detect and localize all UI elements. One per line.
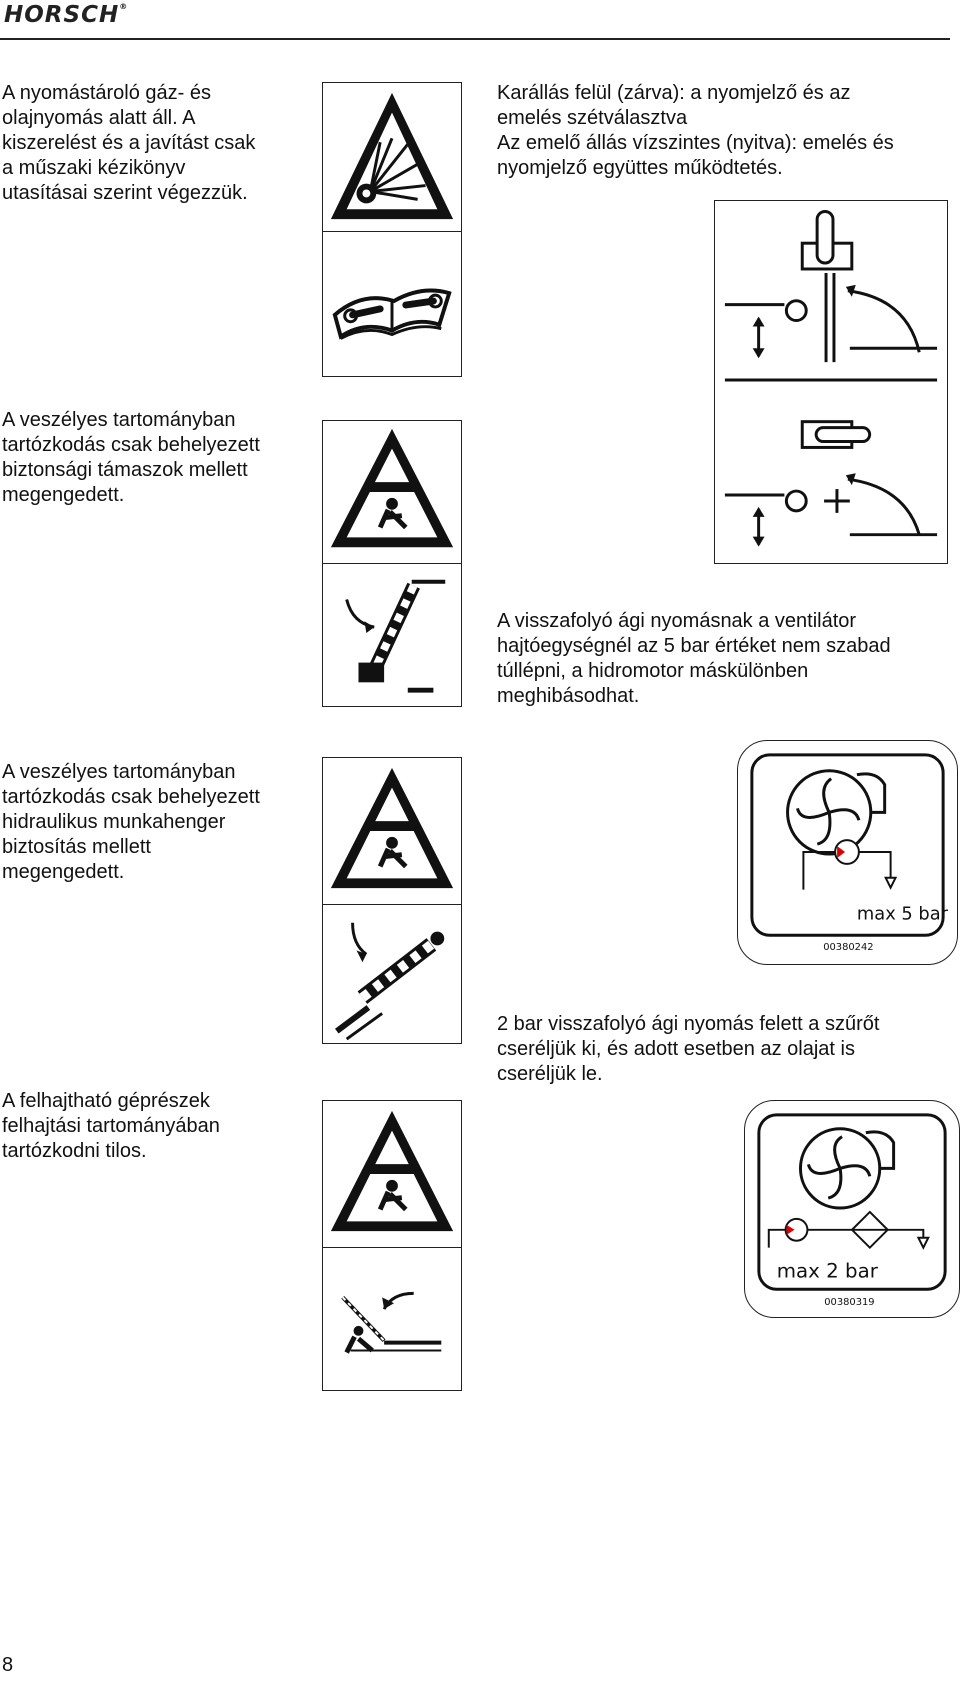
fan-5bar-label: max 5 bar [856, 903, 949, 925]
fan-icon [738, 741, 957, 964]
text-return-pressure-5bar: A visszafolyó ági nyomásnak a ventilátor hajtóegységnél az 5 bar értéket nem szabad túllépni, a hidromotor máskülönben meghibásodhat. [497, 610, 891, 707]
fan-2bar-label: max 2 bar [776, 1259, 878, 1283]
folding-parts-icon [323, 1248, 461, 1390]
hydraulic-cylinder-lock-sign [322, 904, 462, 1044]
header-rule [0, 38, 950, 40]
manual-book-icon [323, 232, 461, 376]
text-safety-supports: A veszélyes tartományban tartózkodás csak behelyezett biztonsági támaszok mellett megengedett. [2, 409, 260, 506]
fan-filter-icon [745, 1101, 959, 1317]
text-pressure-accumulator: A nyomástároló gáz- és olajnyomás alatt áll. A kiszerelést és a javítást csak a műszaki kézikönyv utasításai szerint végezzük. [2, 82, 256, 204]
hydraulic-cylinder-icon [323, 905, 461, 1043]
page-number: 8 [2, 1654, 14, 1676]
text-return-pressure-2bar: 2 bar visszafolyó ági nyomás felett a szűrőt cseréljük ki, és adott esetben az olajat is cseréljük le. [497, 1013, 880, 1085]
support-strut-icon [323, 564, 461, 706]
explosion-warning-sign [322, 82, 462, 232]
text-folding-area: A felhajtható géprészek felhajtási tartományában tartózkodni tilos. [2, 1090, 220, 1162]
fan-2bar-code: 00380319 [824, 1297, 875, 1309]
fan-5bar-code: 00380242 [823, 942, 874, 954]
manual-sign [322, 231, 462, 377]
crush-hazard-icon [323, 1101, 461, 1247]
crush-warning-sign-3 [322, 1100, 462, 1248]
crush-hazard-icon [323, 421, 461, 563]
folding-area-sign [322, 1247, 462, 1391]
lever-position-diagram [714, 200, 948, 564]
explosion-icon [323, 83, 461, 231]
text-lever-position: Karállás felül (zárva): a nyomjelző és az emelés szétválasztva Az emelő állás vízszintes (nyitva): emelés és nyomjelző együttes működtetés. [497, 82, 894, 179]
crush-warning-sign [322, 420, 462, 564]
text-hydraulic-cylinder-lock: A veszélyes tartományban tartózkodás csak behelyezett hidraulikus munkahenger biztosítás mellett megengedett. [2, 761, 260, 883]
lever-diagram-icon [715, 201, 947, 563]
support-strut-sign [322, 563, 462, 707]
fan-5bar-decal [737, 740, 958, 965]
fan-2bar-decal [744, 1100, 960, 1318]
crush-warning-sign-2 [322, 757, 462, 905]
horsch-logo: HORSCH® [4, 2, 129, 28]
crush-hazard-icon [323, 758, 461, 904]
